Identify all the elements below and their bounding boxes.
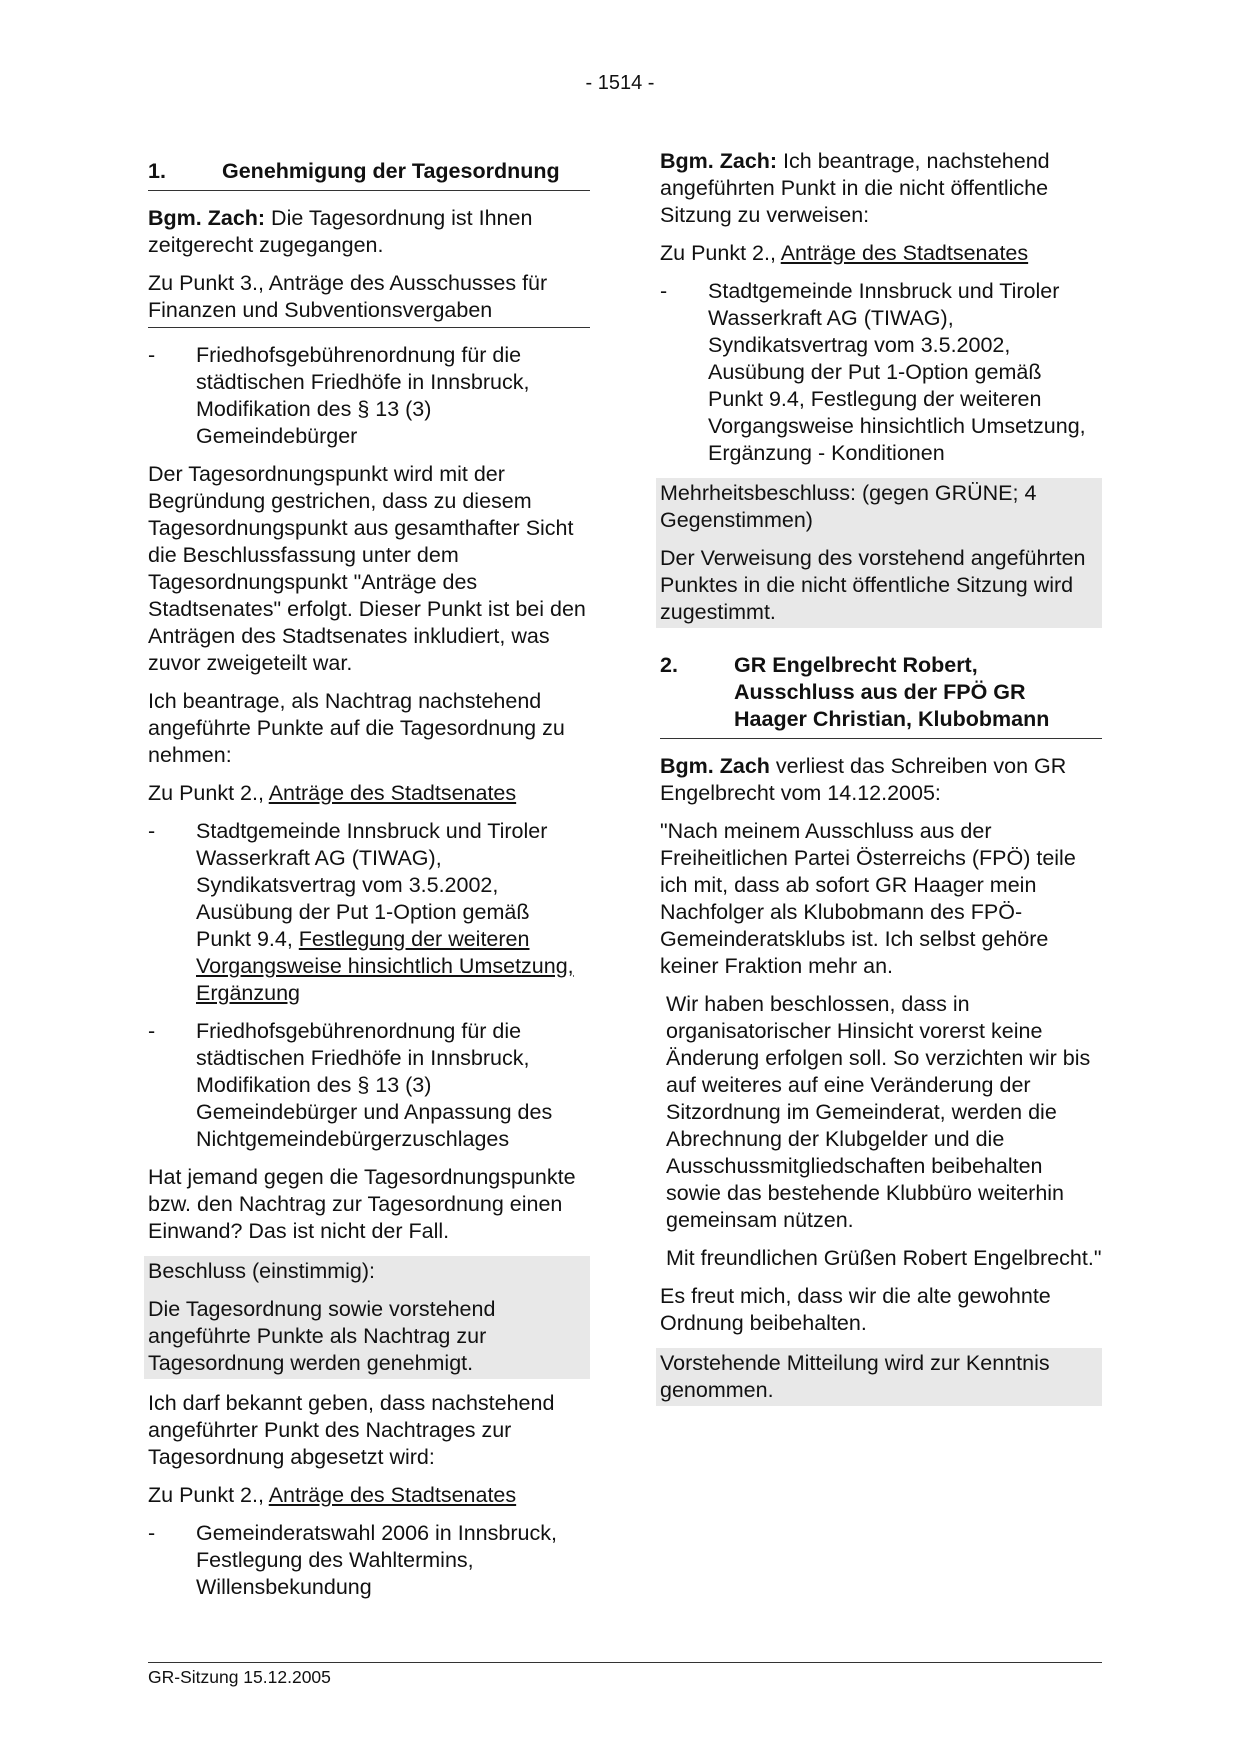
speaker-name: Bgm. Zach: [148,206,266,230]
list-item-text: Friedhofsgebührenordnung für die städtischen Friedhöfe in Innsbruck, Modifikation des § 13 (3) Gemeindebürger [196,343,530,448]
agenda-reference [660,240,1102,267]
right-column [660,148,1102,1417]
paragraph: Der Tagesordnungspunkt wird mit der Begründung gestrichen, dass zu diesem Tagesordnungspunkt aus gesamthafter Sicht die Beschlussfassung unter dem Tagesordnungspunkt "Anträge des Stadtsenates" erfolgt. Dieser Punkt ist bei den Anträgen des Stadtsenates inkludiert, was zuvor zweigeteilt war. [148,462,586,675]
paragraph: Ich beantrage, als Nachtrag nachstehend angeführte Punkte auf die Tagesordnung zu nehmen: [148,689,565,767]
agenda-prefix: Zu Punkt 2., [148,1483,269,1507]
dash-bullet: - [148,343,156,367]
agenda-prefix: Zu Punkt 2., [660,241,781,265]
speaker-name: Bgm. Zach: [660,149,778,173]
resolution-label: Beschluss (einstimmig): [148,1259,375,1283]
speech-text: verliest das Schreiben von GR Engelbrecht vom 14.12.2005: [660,754,1067,805]
list-item [148,1520,590,1601]
footer-divider [148,1662,1102,1663]
dash-bullet: - [148,1521,156,1545]
quote-paragraph: Wir haben beschlossen, dass in organisatorischer Hinsicht vorerst keine Änderung erfolgen soll. So verzichten wir bis auf weiteres auf eine Veränderung der Sitzordnung im Gemeinderat, werden die Abrechnung der Klubgelder und die Ausschussmitgliedschaften beibehalten sowie das bestehende Klubbüro weiterhin gemeinsam nützen. [666,992,1091,1232]
agenda-topic: Anträge des Stadtsenates [780,241,1029,265]
dash-bullet: - [148,819,156,843]
list-item-underlined: Festlegung der weiteren Vorgangsweise hinsichtlich Umsetzung, Ergänzung [196,927,574,1005]
paragraph [660,753,1102,807]
list-item [660,278,1102,467]
list-item-text: Friedhofsgebührenordnung für die städtischen Friedhöfe in Innsbruck, Modifikation des § 13 (3) Gemeindebürger und Anpassung des Nichtgemeindebürgerzuschlages [196,1019,553,1151]
list-item [148,1018,590,1153]
list-item [148,818,590,1007]
footer: GR-Sitzung 15.12.2005 [148,1667,331,1687]
letter-quote [660,818,1102,1272]
agenda-reference [148,1482,590,1509]
agenda-topic: Anträge des Stadtsenates [268,1483,517,1507]
agenda-reference [148,780,590,807]
speech-text: Die Tagesordnung ist Ihnen zeitgerecht zugegangen. [148,206,533,257]
resolution-label: Mehrheitsbeschluss: (gegen GRÜNE; 4 Gegenstimmen) [660,481,1037,532]
section-heading-1 [148,158,590,191]
page-number: - 1514 - [585,72,655,94]
paragraph [148,205,590,259]
paragraph: Es freut mich, dass wir die alte gewohnte Ordnung beibehalten. [660,1284,1051,1335]
resolution-box [656,1348,1102,1406]
quote-closing: Mit freundlichen Grüßen Robert Engelbrecht." [666,1246,1102,1270]
agenda-subheading: Zu Punkt 3., Anträge des Ausschusses für Finanzen und Subventionsvergaben [148,270,590,328]
resolution-text: Der Verweisung des vorstehend angeführten Punktes in die nicht öffentliche Sitzung wird zugestimmt. [660,546,1086,624]
resolution-text: Die Tagesordnung sowie vorstehend angeführte Punkte als Nachtrag zur Tagesordnung werden genehmigt. [148,1297,496,1375]
section-title: Genehmigung der Tagesordnung [222,159,560,183]
dash-bullet: - [660,279,668,303]
resolution-box [144,1256,590,1379]
agenda-prefix: Zu Punkt 2., [148,781,269,805]
paragraph: Hat jemand gegen die Tagesordnungspunkte bzw. den Nachtrag zur Tagesordnung einen Einwand? Das ist nicht der Fall. [148,1165,576,1243]
agenda-topic: Anträge des Stadtsenates [268,781,517,805]
paragraph [660,148,1102,229]
paragraph: Ich darf bekannt geben, dass nachstehend angeführter Punkt des Nachtrages zur Tagesordnung abgesetzt wird: [148,1391,555,1469]
dash-bullet: - [148,1019,156,1043]
resolution-box [656,478,1102,628]
left-column [148,148,590,1612]
quote-paragraph: "Nach meinem Ausschluss aus der Freiheitlichen Partei Österreichs (FPÖ) teile ich mit, dass ab sofort GR Haager mein Nachfolger als Klubobmann des FPÖ-Gemeinderatsklubs ist. Ich selbst gehöre keiner Fraktion mehr an. [660,819,1076,978]
section-number: 1. [148,159,166,183]
section-title: GR Engelbrecht Robert, Ausschluss aus der FPÖ GR Haager Christian, Klubobmann [734,653,1050,731]
list-item-text: Stadtgemeinde Innsbruck und Tiroler Wasserkraft AG (TIWAG), Syndikatsvertrag vom 3.5.2002, Ausübung der Put 1-Option gemäß Punkt 9.4, Festlegung der weiteren Vorgangsweise hinsichtlich Umsetzung, Ergänzung - Konditionen [708,279,1086,465]
resolution-text: Vorstehende Mitteilung wird zur Kenntnis genommen. [660,1351,1050,1402]
section-number: 2. [660,653,678,677]
list-item-text: Stadtgemeinde Innsbruck und Tiroler Wasserkraft AG (TIWAG), Syndikatsvertrag vom 3.5.2002, Ausübung der Put 1-Option gemäß Punkt 9.4, [196,819,548,951]
list-item-text: Gemeinderatswahl 2006 in Innsbruck, Festlegung des Wahltermins, Willensbekundung [196,1521,557,1599]
speech-text: Ich beantrage, nachstehend angeführten Punkt in die nicht öffentliche Sitzung zu verweisen: [660,149,1050,227]
list-item [148,342,590,450]
speaker-name: Bgm. Zach [660,754,770,778]
section-heading-2 [660,652,1102,739]
